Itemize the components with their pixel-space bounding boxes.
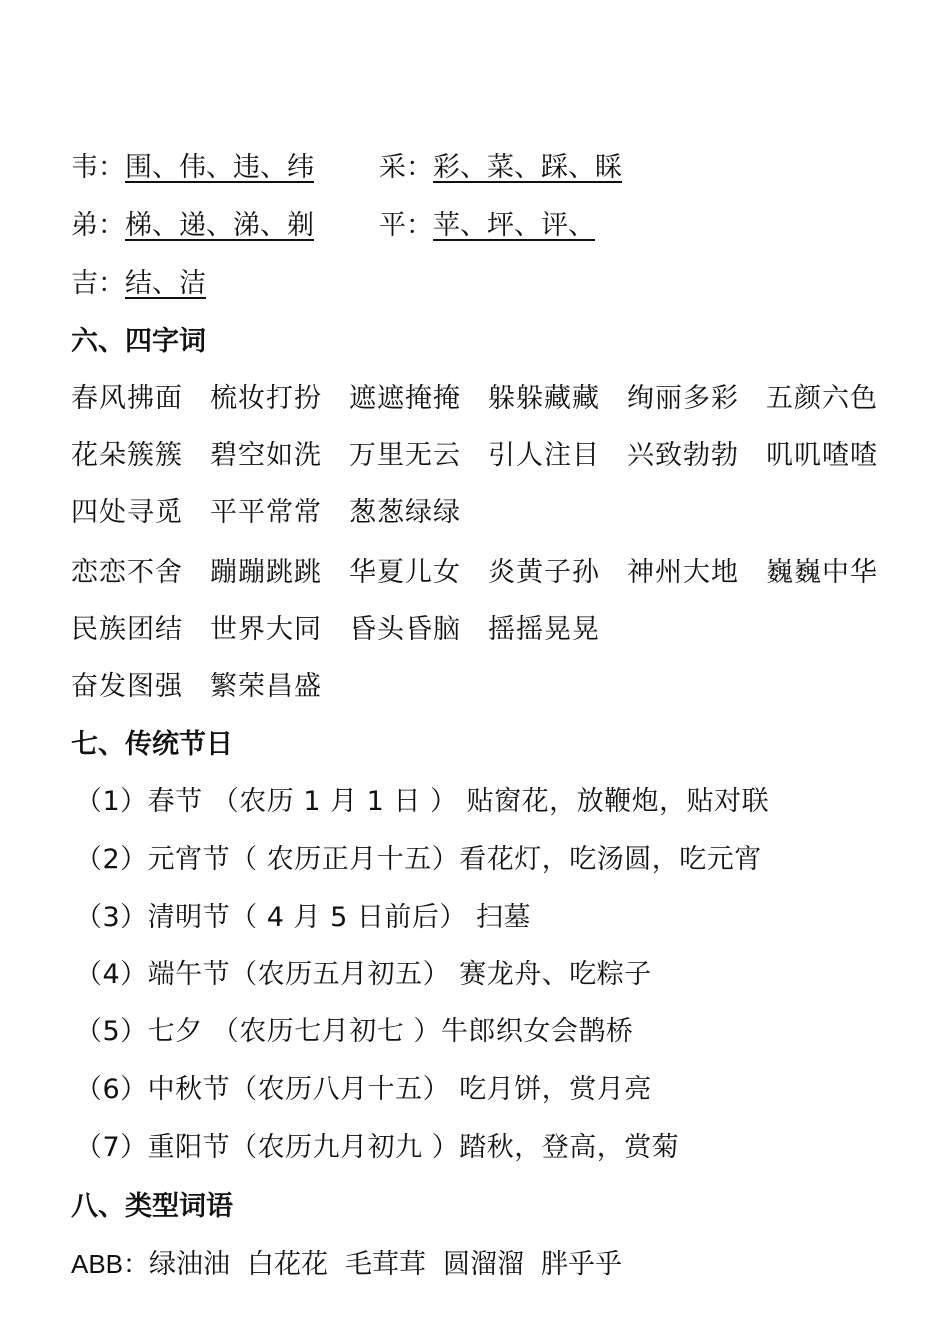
char-words: 结、洁 — [125, 268, 206, 299]
char-group-wei — [71, 148, 379, 188]
abb-word: 白花花 — [247, 1249, 329, 1280]
char-words: 围、伟、违、纬 — [125, 152, 314, 183]
festival-item: （4）端午节（农历五月初五） 赛龙舟、吃粽子 — [75, 959, 652, 990]
idiom-word: 遮遮掩掩 — [349, 383, 461, 414]
abb-word: 胖乎乎 — [541, 1249, 623, 1280]
idiom-word: 躲躲藏藏 — [488, 383, 600, 414]
festival-item: （1）春节 （农历 1 月 1 日 ） 贴窗花，放鞭炮，贴对联 — [75, 786, 770, 817]
festival-item: （3）清明节（ 4 月 5 日前后） 扫墓 — [75, 902, 531, 933]
idiom-word: 神州大地 — [627, 557, 739, 588]
abb-word: 圆溜溜 — [443, 1249, 525, 1280]
idiom-word: 春风拂面 — [71, 383, 183, 414]
char-root: 吉： — [71, 268, 125, 299]
idiom-row — [71, 436, 905, 476]
char-words: 彩、菜、踩、睬 — [433, 152, 622, 183]
idiom-word: 引人注目 — [488, 440, 600, 471]
idiom-row — [71, 553, 905, 593]
abb-label: ABB： — [71, 1249, 150, 1279]
idiom-word: 梳妆打扮 — [210, 383, 322, 414]
char-line-2 — [71, 206, 595, 246]
idiom-word: 叽叽喳喳 — [766, 440, 878, 471]
idiom-row — [71, 610, 627, 650]
idiom-row — [71, 667, 349, 707]
idiom-word: 万里无云 — [349, 440, 461, 471]
section-seven-heading: 七、传统节日 — [71, 729, 233, 760]
char-group-ji — [71, 264, 379, 304]
char-root: 平： — [379, 210, 433, 241]
idiom-word: 绚丽多彩 — [627, 383, 739, 414]
idiom-word: 世界大同 — [210, 614, 322, 645]
idiom-word: 昏头昏脑 — [349, 614, 461, 645]
abb-line — [71, 1244, 639, 1284]
festival-item: （5）七夕 （农历七月初七 ）牛郎织女会鹊桥 — [75, 1016, 634, 1047]
abb-word: 绿油油 — [149, 1249, 231, 1280]
char-line-3 — [71, 264, 379, 304]
char-root: 韦： — [71, 152, 125, 183]
char-root: 采： — [379, 152, 433, 183]
char-group-cai — [379, 148, 622, 188]
idiom-word: 蹦蹦跳跳 — [210, 557, 322, 588]
idiom-row — [71, 493, 488, 533]
char-root: 弟： — [71, 210, 125, 241]
idiom-word: 葱葱绿绿 — [349, 497, 461, 528]
idiom-word: 民族团结 — [71, 614, 183, 645]
char-words: 苹、坪、评、 — [433, 210, 595, 241]
idiom-word: 恋恋不舍 — [71, 557, 183, 588]
idiom-word: 四处寻觅 — [71, 497, 183, 528]
idiom-word: 摇摇晃晃 — [488, 614, 600, 645]
idiom-word: 巍巍中华 — [766, 557, 878, 588]
char-group-di — [71, 206, 379, 246]
idiom-row — [71, 379, 905, 419]
idiom-word: 五颜六色 — [766, 383, 878, 414]
festival-item: （6）中秋节（农历八月十五） 吃月饼，赏月亮 — [75, 1074, 652, 1105]
idiom-word: 奋发图强 — [71, 671, 183, 702]
idiom-word: 碧空如洗 — [210, 440, 322, 471]
idiom-word: 花朵簇簇 — [71, 440, 183, 471]
idiom-word: 炎黄子孙 — [488, 557, 600, 588]
section-six-heading: 六、四字词 — [71, 326, 206, 357]
char-words: 梯、递、涕、剃 — [125, 210, 314, 241]
section-eight-heading: 八、类型词语 — [71, 1191, 233, 1222]
char-group-ping — [379, 206, 595, 246]
festival-item: （2）元宵节（ 农历正月十五）看花灯，吃汤圆，吃元宵 — [75, 844, 762, 875]
idiom-word: 华夏儿女 — [349, 557, 461, 588]
idiom-word: 兴致勃勃 — [627, 440, 739, 471]
char-line-1 — [71, 148, 622, 188]
abb-word: 毛茸茸 — [345, 1249, 427, 1280]
festival-item: （7）重阳节（农历九月初九 ）踏秋，登高，赏菊 — [75, 1132, 680, 1163]
idiom-word: 繁荣昌盛 — [210, 671, 322, 702]
idiom-word: 平平常常 — [210, 497, 322, 528]
